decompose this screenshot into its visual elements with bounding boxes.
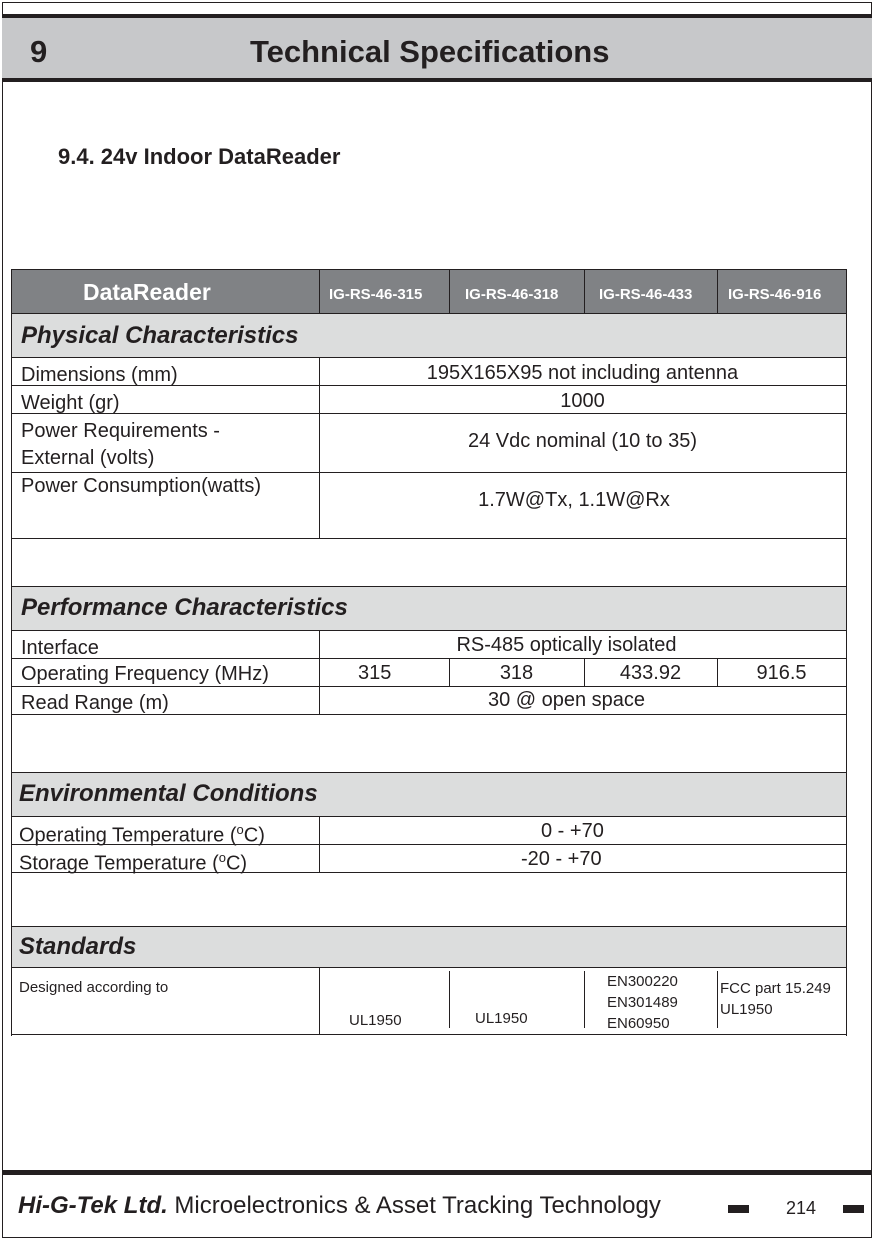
standard-433-line2: EN301489 xyxy=(607,994,678,1011)
op-temp-label: Operating Temperature ($^o$C) xyxy=(19,822,265,847)
footer-company: Hi-G-Tek Ltd. xyxy=(18,1192,168,1219)
dimensions-value: 195X165X95 not including antenna xyxy=(426,362,739,384)
chapter-number: 9 xyxy=(30,34,48,69)
dimensions-label: Dimensions (mm) xyxy=(21,364,178,386)
col-header-datareader: DataReader xyxy=(83,279,211,305)
standards-band xyxy=(11,926,847,967)
power-req-label-line1: Power Requirements - xyxy=(21,420,220,442)
power-req-value: 24 Vdc nominal (10 to 35) xyxy=(467,430,698,452)
frequency-916: 916.5 xyxy=(756,662,807,684)
section-title: 9.4. 24v Indoor DataReader xyxy=(58,144,341,169)
interface-value: RS-485 optically isolated xyxy=(456,634,677,656)
standard-433-line1: EN300220 xyxy=(607,973,678,990)
weight-value: 1000 xyxy=(560,390,605,412)
col-header-315: IG-RS-46-315 xyxy=(329,286,423,303)
performance-title: Performance Characteristics xyxy=(21,594,348,621)
range-value: 30 @ open space xyxy=(487,689,646,711)
st-temp-label: Storage Temperature ($^o$C) xyxy=(19,850,248,875)
footer-rule xyxy=(2,1170,872,1175)
standards-title: Standards xyxy=(19,933,137,960)
col-header-433: IG-RS-46-433 xyxy=(599,286,693,303)
standard-916-line1: FCC part 15.249 xyxy=(720,980,831,997)
footer-text xyxy=(18,1192,661,1220)
chapter-title: Technical Specifications xyxy=(250,34,610,69)
weight-label: Weight (gr) xyxy=(21,392,120,414)
footer-tagline: Microelectronics & Asset Tracking Technology xyxy=(167,1192,661,1219)
standard-916-line2: UL1950 xyxy=(720,1001,773,1018)
standard-433-line3: EN60950 xyxy=(607,1015,670,1032)
col-header-916: IG-RS-46-916 xyxy=(728,286,822,303)
st-temp-value: -20 - +70 xyxy=(521,848,602,870)
physical-title: Physical Characteristics xyxy=(21,322,299,349)
range-label: Read Range (m) xyxy=(21,692,169,714)
frequency-label: Operating Frequency (MHz) xyxy=(21,663,269,685)
frequency-315: 315 xyxy=(358,662,392,684)
spec-table xyxy=(11,269,847,1036)
interface-label: Interface xyxy=(21,637,99,659)
frequency-318: 318 xyxy=(499,662,534,684)
standard-318: UL1950 xyxy=(475,1010,528,1027)
page-marker-left xyxy=(728,1205,749,1213)
standards-label: Designed according to xyxy=(19,979,169,996)
op-temp-value: 0 - +70 xyxy=(541,820,604,842)
col-header-318: IG-RS-46-318 xyxy=(465,286,559,303)
power-cons-label: Power Consumption(watts) xyxy=(21,475,262,497)
page-marker-right xyxy=(843,1205,864,1213)
environmental-title: Environmental Conditions xyxy=(19,780,318,807)
standard-315: UL1950 xyxy=(349,1012,402,1029)
page-number: 214 xyxy=(786,1198,817,1218)
power-req-label-line2: External (volts) xyxy=(21,447,155,469)
power-cons-value: 1.7W@Tx, 1.1W@Rx xyxy=(478,489,670,511)
frequency-433: 433.92 xyxy=(619,662,682,684)
